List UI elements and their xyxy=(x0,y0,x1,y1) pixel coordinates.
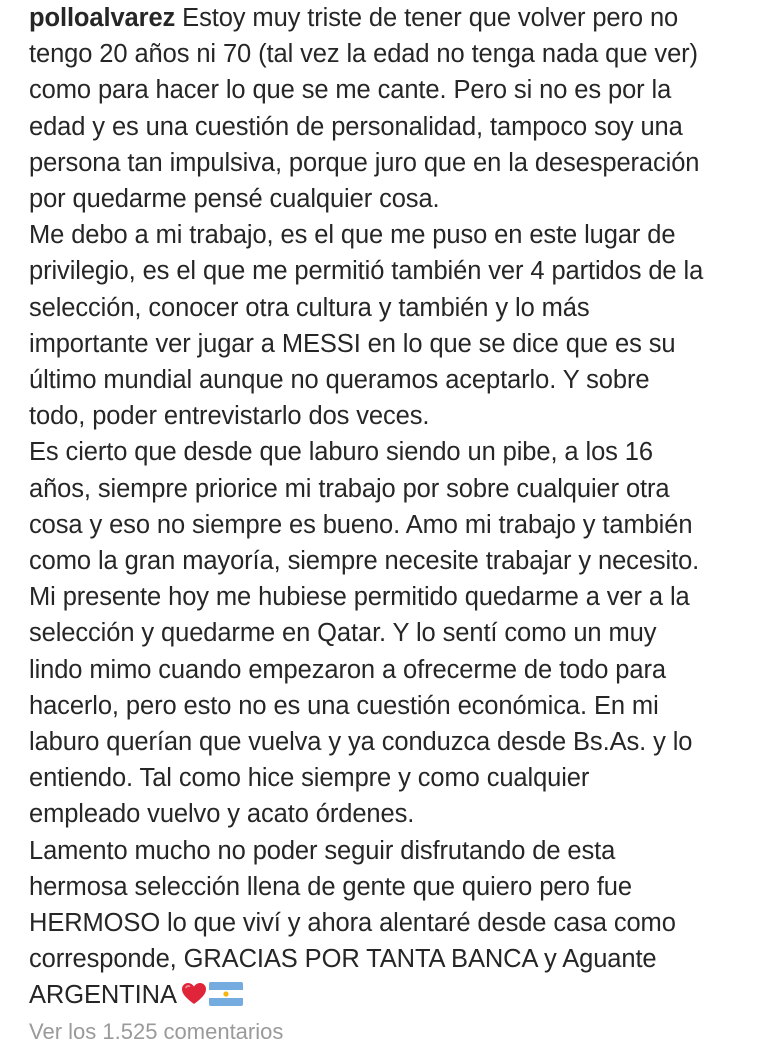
caption-line: Es cierto que desde que laburo siendo un pibe, a los 16 xyxy=(29,438,653,467)
caption-line: hacerlo, pero esto no es una cuestión económica. En mi xyxy=(29,691,659,720)
caption-line: Lamento mucho no poder seguir disfrutando de esta xyxy=(29,836,616,865)
caption-line: importante ver jugar a MESSI en lo que se dice que es su xyxy=(29,329,676,358)
caption-line: por quedarme pensé cualquier cosa. xyxy=(29,185,440,214)
argentina-flag-icon xyxy=(209,982,243,1006)
caption-line: selección y quedarme en Qatar. Y lo sentí como un muy xyxy=(29,619,657,648)
caption-line-first xyxy=(29,0,754,36)
caption-line: privilegio, es el que me permitió también ver 4 partidos de la xyxy=(29,257,704,286)
caption-line: tengo 20 años ni 70 (tal vez la edad no tenga nada que ver) xyxy=(29,40,698,69)
caption-text: Estoy muy triste de tener que volver pero no xyxy=(175,4,679,32)
view-comments-link[interactable]: Ver los 1.525 comentarios xyxy=(29,1019,284,1044)
caption-line: entiendo. Tal como hice siempre y como cualquier xyxy=(29,764,590,793)
caption-line: empleado vuelvo y acato órdenes. xyxy=(29,800,415,829)
caption-line: cosa y eso no siempre es bueno. Amo mi trabajo y también xyxy=(29,510,693,539)
caption-line-last xyxy=(29,977,754,1013)
caption-line: corresponde, GRACIAS POR TANTA BANCA y Aguante xyxy=(29,945,657,974)
red-heart-icon xyxy=(181,982,207,1006)
caption-line: HERMOSO lo que viví y ahora alentaré desde casa como xyxy=(29,909,676,938)
caption-line: Me debo a mi trabajo, es el que me puso en este lugar de xyxy=(29,221,676,250)
caption-line: selección, conocer otra cultura y también y lo más xyxy=(29,293,590,322)
caption-line: hermosa selección llena de gente que quiero pero fue xyxy=(29,872,632,901)
post-caption xyxy=(29,0,754,1014)
caption-line: como para hacer lo que se me cante. Pero si no es por la xyxy=(29,76,672,105)
caption-line: lindo mimo cuando empezaron a ofrecerme de todo para xyxy=(29,655,666,684)
caption-line: como la gran mayoría, siempre necesite trabajar y necesito. xyxy=(29,547,700,576)
caption-line: edad y es una cuestión de personalidad, tampoco soy una xyxy=(29,112,683,141)
username-link[interactable]: polloalvarez xyxy=(29,4,176,32)
caption-line: persona tan impulsiva, porque juro que en la desesperación xyxy=(29,148,700,177)
caption-line: Mi presente hoy me hubiese permitido quedarme a ver a la xyxy=(29,583,690,612)
caption-line: todo, poder entrevistarlo dos veces. xyxy=(29,402,430,431)
caption-text: ARGENTINA xyxy=(29,981,177,1010)
caption-body xyxy=(29,36,754,977)
caption-line: último mundial aunque no queramos aceptarlo. Y sobre xyxy=(29,366,650,395)
caption-line: laburo querían que vuelva y ya conduzca desde Bs.As. y lo xyxy=(29,728,693,757)
caption-line: años, siempre priorice mi trabajo por sobre cualquier otra xyxy=(29,474,670,503)
